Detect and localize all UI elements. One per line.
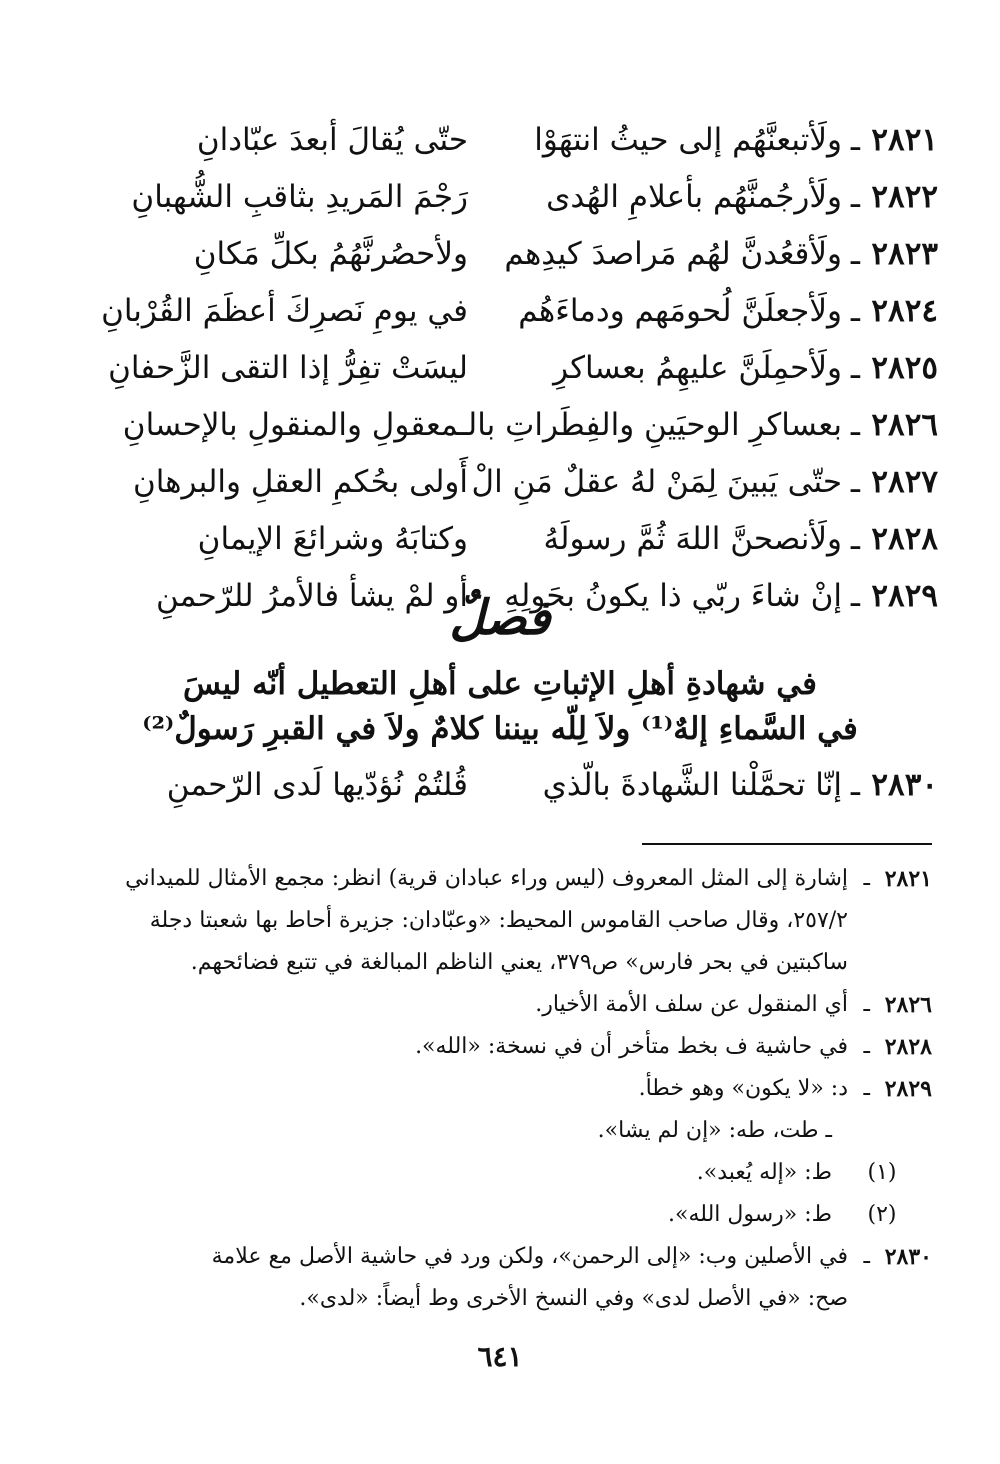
footnote: ٢٨٣٠ ـ في الأصلين وب: «إلى الرحمن»، ولكن ورد في حاشية الأصل مع علامة — [67, 1236, 932, 1278]
footnote-number: ٢٨٢٦ — [884, 992, 932, 1018]
verse-first-half: إنّا تحمَّلْنا الشَّهادةَ بالّذي — [542, 767, 842, 803]
verse-number: ٢٨٢٢ — [871, 179, 938, 215]
verse-second-half: أو لمْ يشأ فالأمرُ للرّحمنِ — [156, 578, 468, 614]
verse-first-half: بعساكرِ الوحيَينِ والفِطَراتِ بالـ — [458, 407, 842, 443]
footnote-number: (٢) — [867, 1202, 897, 1227]
verse-second-half: حتّى يُقالَ أبعدَ عبّادانِ — [196, 122, 468, 158]
verse-first-half: ولَأرجُمنَّهُم بأعلامِ الهُدى — [546, 179, 842, 215]
footnote-number: ٢٨٢٨ — [884, 1034, 932, 1060]
poem-verses — [68, 112, 938, 625]
poem-verse-after-heading — [68, 757, 938, 814]
footnote-text: في الأصلين وب: «إلى الرحمن»، ولكن ورد في حاشية الأصل مع علامة — [211, 1244, 848, 1269]
footnote-continuation: ٢٥٧/٢، وقال صاحب القاموس المحيط: «وعبّادان: جزيرة أحاط بها شعبتا دجلة — [149, 908, 848, 933]
footnote-text: ط: «إله يُعبد». — [696, 1160, 832, 1185]
verse-first-half: ولَأجعلَنَّ لُحومَهم ودماءَهُم — [518, 293, 842, 329]
verse-second-half: رَجْمَ المَريدِ بثاقبِ الشُّهبانِ — [131, 179, 468, 215]
verse-row: ٢٨٢١ ـ ولَأتبعنَّهُم إلى حيثُ انتهَوْا حتّى يُقالَ أبعدَ عبّادانِ — [68, 112, 938, 169]
verse-row: ٢٨٣٠ ـ إنّا تحمَّلْنا الشَّهادةَ بالّذي قُلتُمْ نُؤدّيها لَدى الرّحمنِ — [68, 757, 938, 814]
verse-first-half: ولَأتبعنَّهُم إلى حيثُ انتهَوْا — [534, 122, 842, 158]
verse-second-half: ولأحصُرنَّهُمُ بكلِّ مَكانِ — [193, 236, 468, 272]
section-heading-line-1: في شهادةِ أهلِ الإثباتِ على أهلِ التعطيل أنّه ليسَ — [183, 666, 817, 702]
footnote-continuation: صح: «في الأصل لدى» وفي النسخ الأخرى وط أيضاً: «لدى». — [299, 1286, 848, 1311]
footnote-divider — [642, 843, 932, 845]
verse-number: ٢٨٢٧ — [871, 464, 938, 500]
verse-first-half: حتّى يَبينَ لِمَنْ لهُ عقلٌ مَنِ الْ — [471, 464, 842, 500]
verse-number: ٢٨٢٦ — [871, 407, 938, 443]
verse-first-half: ولَأحمِلَنَّ عليهِمُ بعساكرِ — [553, 350, 842, 386]
verse-first-half: ولَأنصحنَّ اللهَ ثُمَّ رسولَهُ — [543, 521, 842, 557]
footnote-text: إشارة إلى المثل المعروف (ليس وراء عبادان قرية) انظر: مجمع الأمثال للميداني — [125, 866, 848, 891]
footnote: ٢٨٢١ ـ إشارة إلى المثل المعروف (ليس وراء عبادان قرية) انظر: مجمع الأمثال للميداني — [67, 858, 932, 900]
verse-row: ٢٨٢٩ ـ إنْ شاءَ ربّي ذا يكونُ بحَولِهِ أو لمْ يشأ فالأمرُ للرّحمنِ — [68, 568, 938, 625]
footnote-text: د: «لا يكون» وهو خطأ. — [638, 1076, 848, 1101]
verse-second-half: قُلتُمْ نُؤدّيها لَدى الرّحمنِ — [166, 767, 468, 803]
verse-row: ٢٨٢٧ ـ حتّى يَبينَ لِمَنْ لهُ عقلٌ مَنِ الْ أَولى بحُكمِ العقلِ والبرهانِ — [68, 454, 938, 511]
footnote-text: أي المنقول عن سلف الأمة الأخيار. — [535, 992, 848, 1017]
verse-second-half: في يومِ نَصرِكَ أعظَمَ القُرْبانِ — [101, 293, 468, 329]
verse-number: ٢٨٢١ — [871, 122, 938, 158]
verse-row: ٢٨٢٣ ـ ولَأقعُدنَّ لهُم مَراصدَ كيدِهم ولأحصُرنَّهُمُ بكلِّ مَكانِ — [68, 226, 938, 283]
footnote: ٢٨٢٦ ـ أي المنقول عن سلف الأمة الأخيار. — [67, 984, 932, 1026]
footnotes — [67, 858, 932, 1320]
page-number: ٦٤١ — [477, 1340, 523, 1373]
verse-row: ٢٨٢٦ ـ بعساكرِ الوحيَينِ والفِطَراتِ بالـ ـمعقولِ والمنقولِ بالإحسانِ — [68, 397, 938, 454]
verse-row: ٢٨٢٢ ـ ولَأرجُمنَّهُم بأعلامِ الهُدى رَجْمَ المَريدِ بثاقبِ الشُّهبانِ — [68, 169, 938, 226]
verse-number: ٢٨٢٥ — [871, 350, 938, 386]
footnote-number: ٢٨٢٩ — [884, 1076, 932, 1102]
verse-number: ٢٨٢٣ — [871, 236, 938, 272]
footnote: ٢٨٢٨ ـ في حاشية ف بخط متأخر أن في نسخة: «الله». — [67, 1026, 932, 1068]
verse-row: ٢٨٢٤ ـ ولَأجعلَنَّ لُحومَهم ودماءَهُم في يومِ نَصرِكَ أعظَمَ القُرْبانِ — [68, 283, 938, 340]
verse-number: ٢٨٢٤ — [871, 293, 938, 329]
footnote-continuation: ساكبتين في بحر فارس» ص٣٧٩، يعني الناظم المبالغة في تتبع فضائحهم. — [190, 950, 848, 975]
verse-number: ٢٨٢٩ — [871, 578, 938, 614]
footnote-number: (١) — [867, 1160, 897, 1185]
footnote-number: ٢٨٢١ — [884, 866, 932, 892]
footnote-text: ط: «رسول الله». — [668, 1202, 832, 1227]
section-heading-line-2: في السَّماءِ إلهٌ⁽¹⁾ ولاَ لِلّه بيننا كلامٌ ولاَ في القبرِ رَسولٌ⁽²⁾ — [142, 711, 858, 747]
footnote-continuation: ـ طت، طه: «إن لم يشا». — [597, 1118, 832, 1143]
footnote-text: في حاشية ف بخط متأخر أن في نسخة: «الله». — [415, 1034, 848, 1059]
footnote: ٢٨٢٩ ـ د: «لا يكون» وهو خطأ. — [67, 1068, 932, 1110]
heading-footnote — [67, 1152, 932, 1194]
verse-row: ٢٨٢٥ ـ ولَأحمِلَنَّ عليهِمُ بعساكرِ ليسَتْ تفِرُّ إذا التقى الزَّحفانِ — [68, 340, 938, 397]
section-title: فصلٌ — [449, 590, 551, 646]
verse-row: ٢٨٢٨ ـ ولَأنصحنَّ اللهَ ثُمَّ رسولَهُ وكتابَهُ وشرائعَ الإيمانِ — [68, 511, 938, 568]
verse-second-half: ـمعقولِ والمنقولِ بالإحسانِ — [122, 407, 468, 443]
verse-number: ٢٨٢٨ — [871, 521, 938, 557]
verse-second-half: أَولى بحُكمِ العقلِ والبرهانِ — [132, 464, 468, 500]
verse-first-half: ولَأقعُدنَّ لهُم مَراصدَ كيدِهم — [504, 236, 842, 272]
verse-second-half: وكتابَهُ وشرائعَ الإيمانِ — [197, 521, 468, 557]
verse-first-half: إنْ شاءَ ربّي ذا يكونُ بحَولِهِ — [504, 578, 842, 614]
verse-second-half: ليسَتْ تفِرُّ إذا التقى الزَّحفانِ — [108, 350, 468, 386]
heading-footnote — [67, 1194, 932, 1236]
verse-number: ٢٨٣٠ — [871, 767, 938, 803]
footnote-number: ٢٨٣٠ — [884, 1244, 932, 1270]
